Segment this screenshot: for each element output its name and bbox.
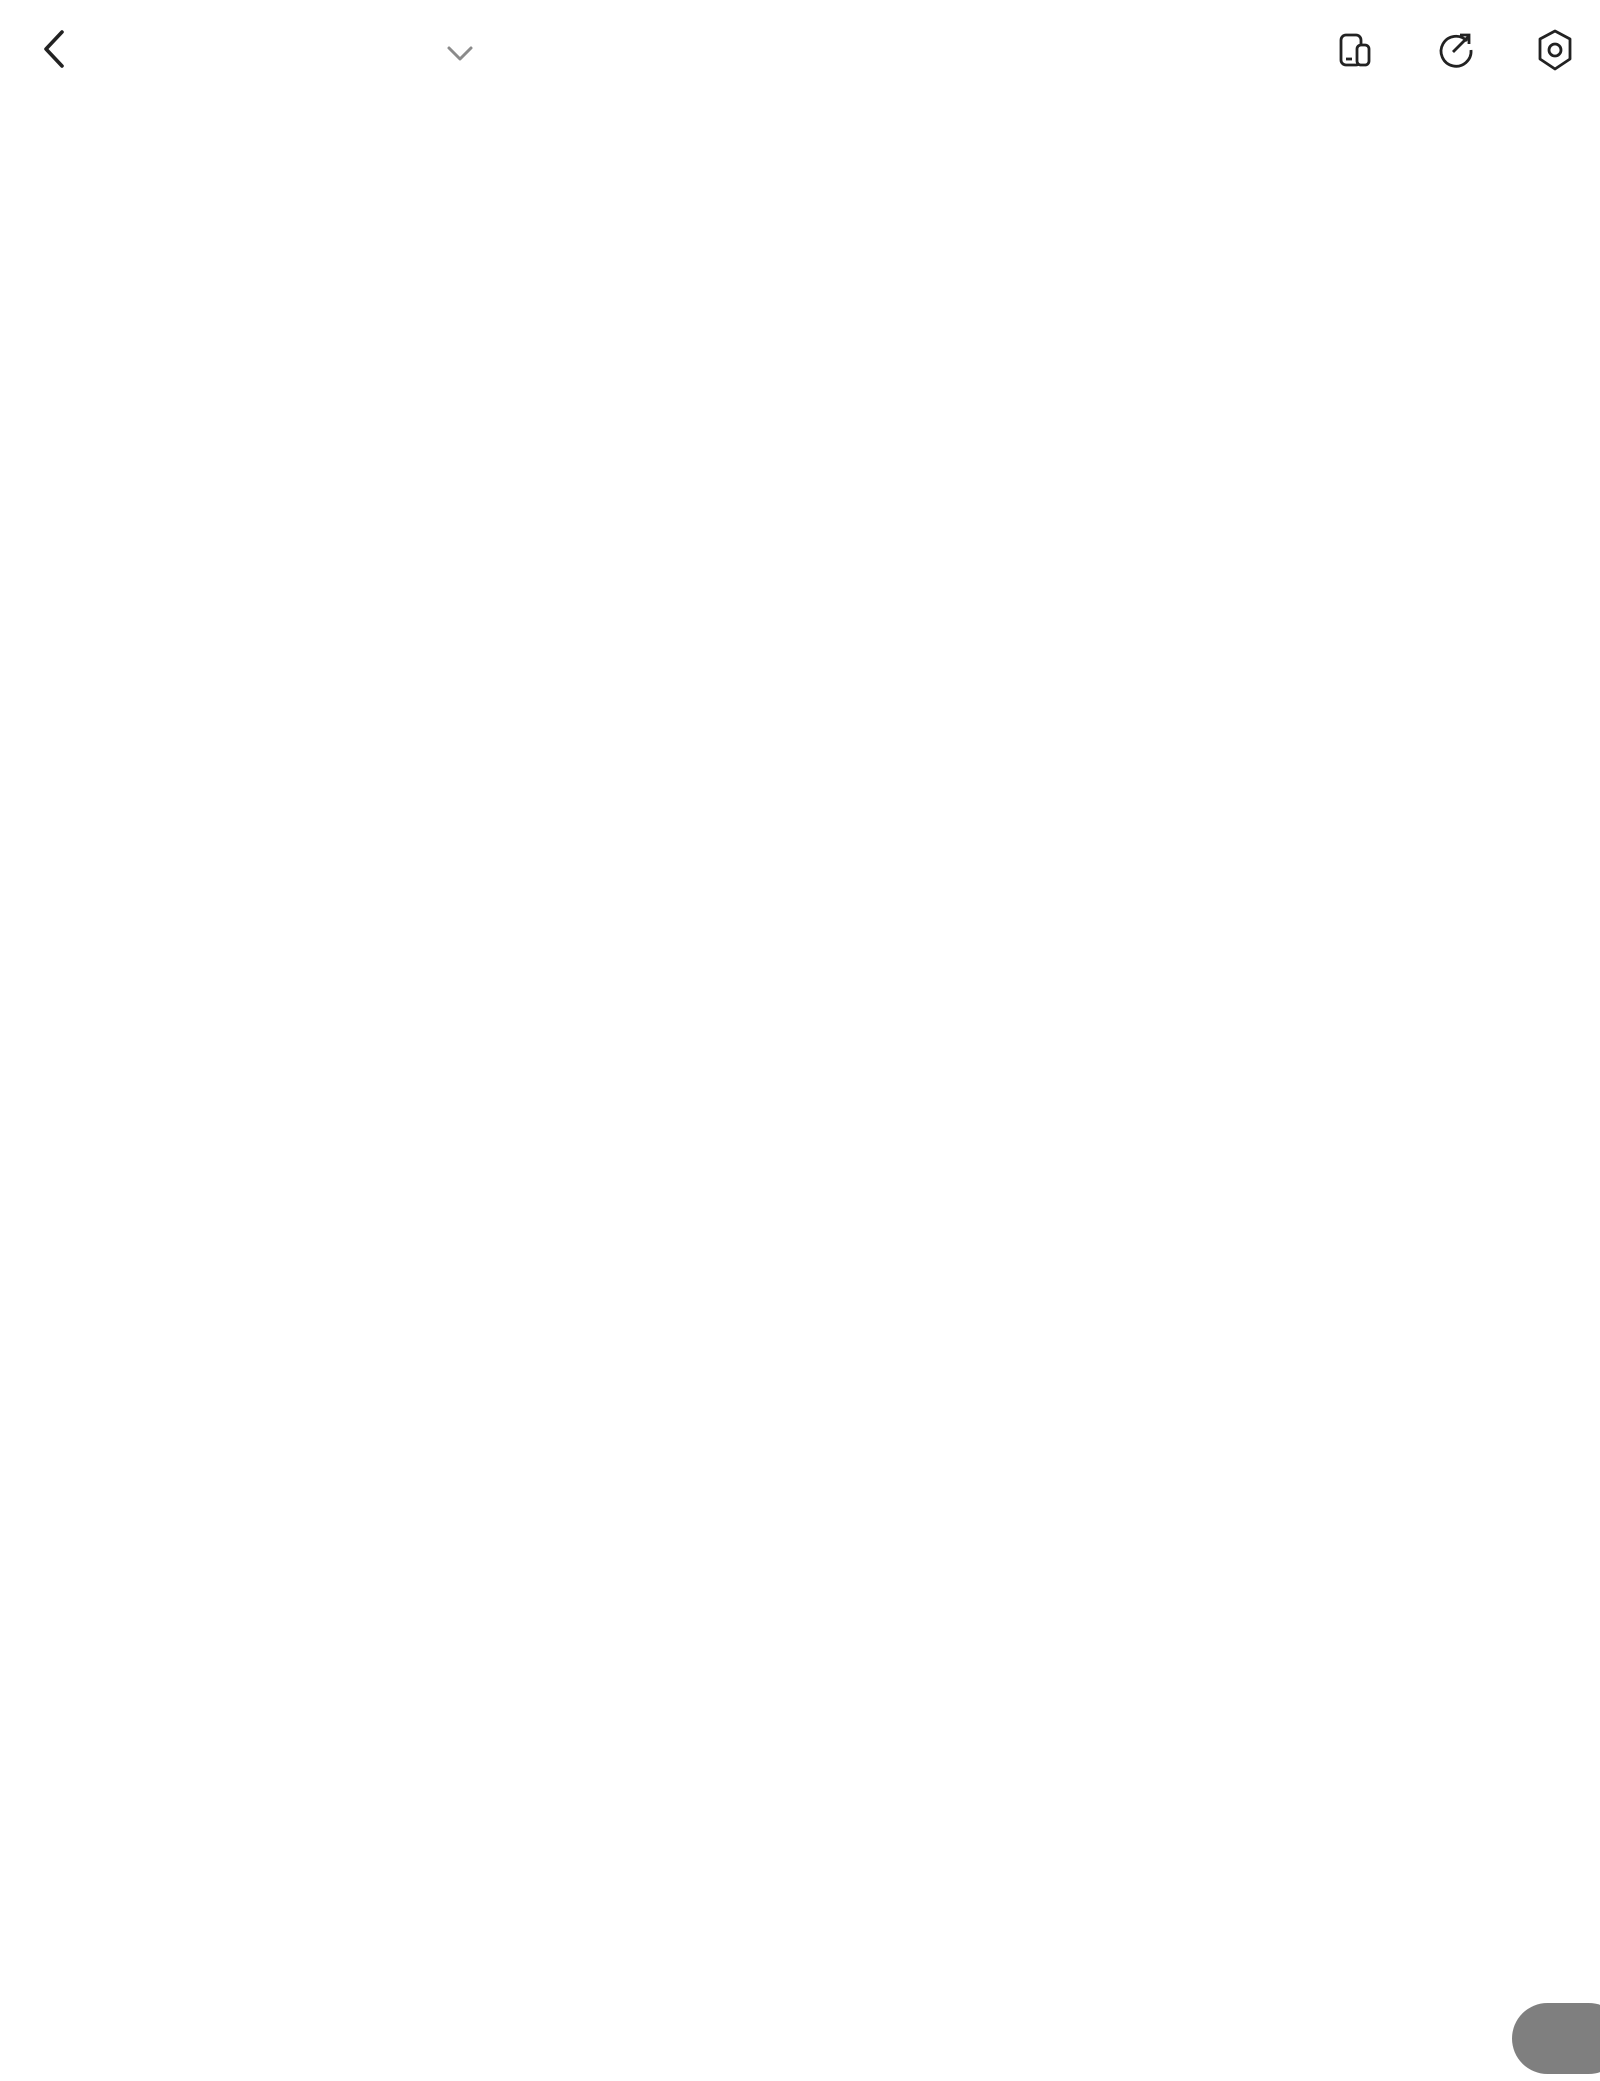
chevron-down-icon[interactable] xyxy=(445,44,475,64)
share-icon[interactable] xyxy=(1431,26,1479,74)
compare-icon[interactable] xyxy=(1331,26,1379,74)
expand-button[interactable] xyxy=(1512,2003,1600,2074)
back-button[interactable] xyxy=(38,26,72,72)
target-icon[interactable] xyxy=(1531,26,1579,74)
